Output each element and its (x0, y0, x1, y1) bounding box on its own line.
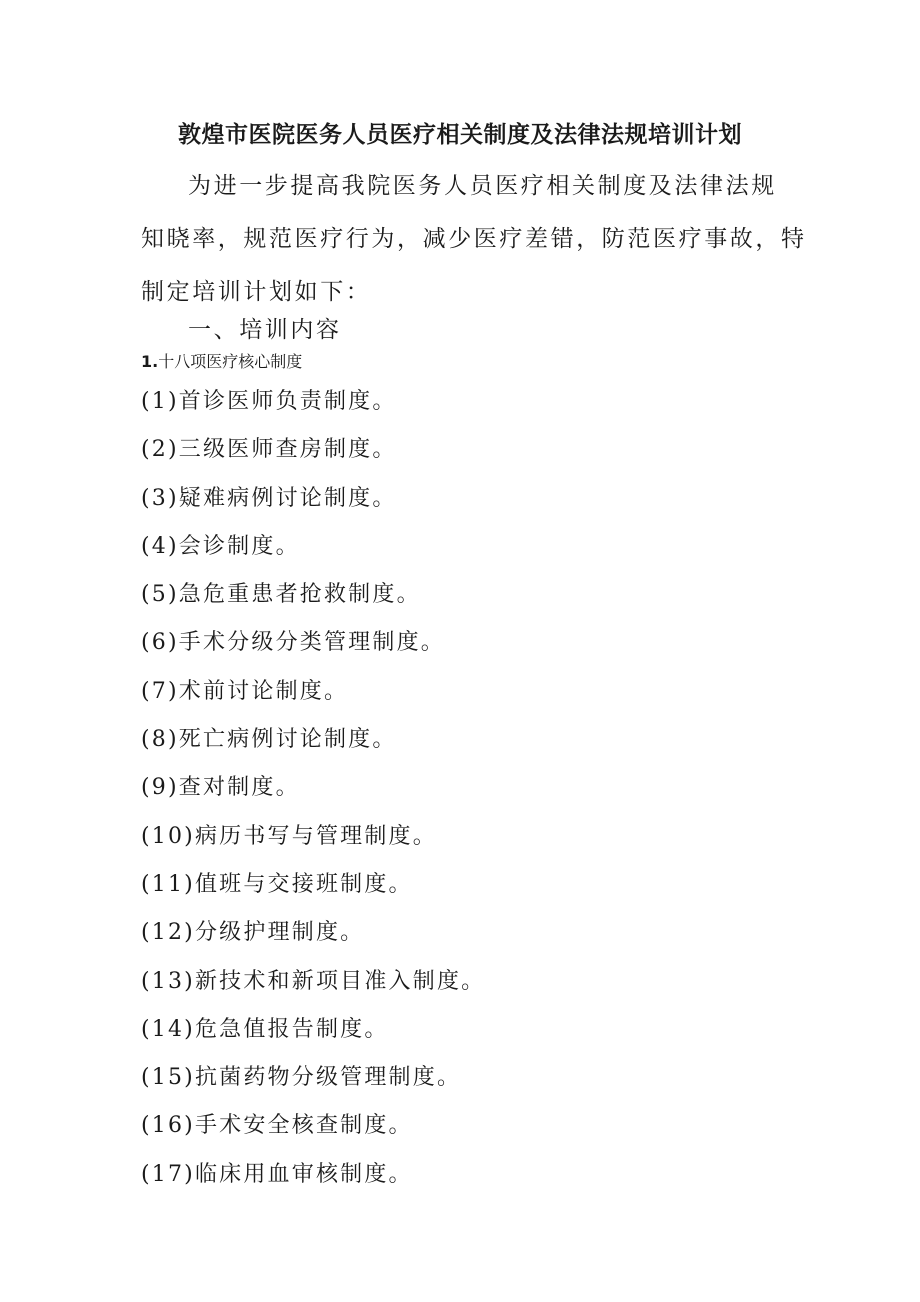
list-item: (10)病历书写与管理制度。 (141, 823, 437, 849)
intro-line: 制定培训计划如下： (141, 279, 372, 305)
list-item: (15)抗菌药物分级管理制度。 (141, 1065, 462, 1091)
list-item: (3)疑难病例讨论制度。 (141, 485, 397, 511)
list-item: (6)手术分级分类管理制度。 (141, 630, 445, 656)
list-item: (16)手术安全核查制度。 (141, 1113, 413, 1139)
subheading (141, 348, 302, 376)
intro-paragraph (141, 160, 807, 319)
section-heading: 一、培训内容 (188, 317, 342, 343)
list-item: (5)急危重患者抢救制度。 (141, 582, 421, 608)
core-system-list (141, 380, 485, 1201)
list-item: (4)会诊制度。 (141, 533, 300, 559)
intro-line: 为进一步提高我院医务人员医疗相关制度及法律法规 (188, 173, 777, 199)
list-item: (7)术前讨论制度。 (141, 678, 349, 704)
document-title: 敦煌市医院医务人员医疗相关制度及法律法规培训计划 (178, 122, 742, 148)
subheading-text: 十八项医疗核心制度 (158, 352, 303, 371)
list-item: (2)三级医师查房制度。 (141, 437, 397, 463)
list-item: (17)临床用血审核制度。 (141, 1161, 413, 1187)
intro-line: 知晓率，规范医疗行为，减少医疗差错，防范医疗事故，特 (141, 226, 807, 252)
list-item: (9)查对制度。 (141, 775, 300, 801)
list-item: (14)危急值报告制度。 (141, 1016, 389, 1042)
list-item: (11)值班与交接班制度。 (141, 871, 413, 897)
list-item: (8)死亡病例讨论制度。 (141, 727, 397, 753)
subheading-number: 1. (141, 352, 159, 371)
list-item: (13)新技术和新项目准入制度。 (141, 968, 486, 994)
list-item: (1)首诊医师负责制度。 (141, 389, 397, 414)
list-item: (12)分级护理制度。 (141, 920, 365, 946)
